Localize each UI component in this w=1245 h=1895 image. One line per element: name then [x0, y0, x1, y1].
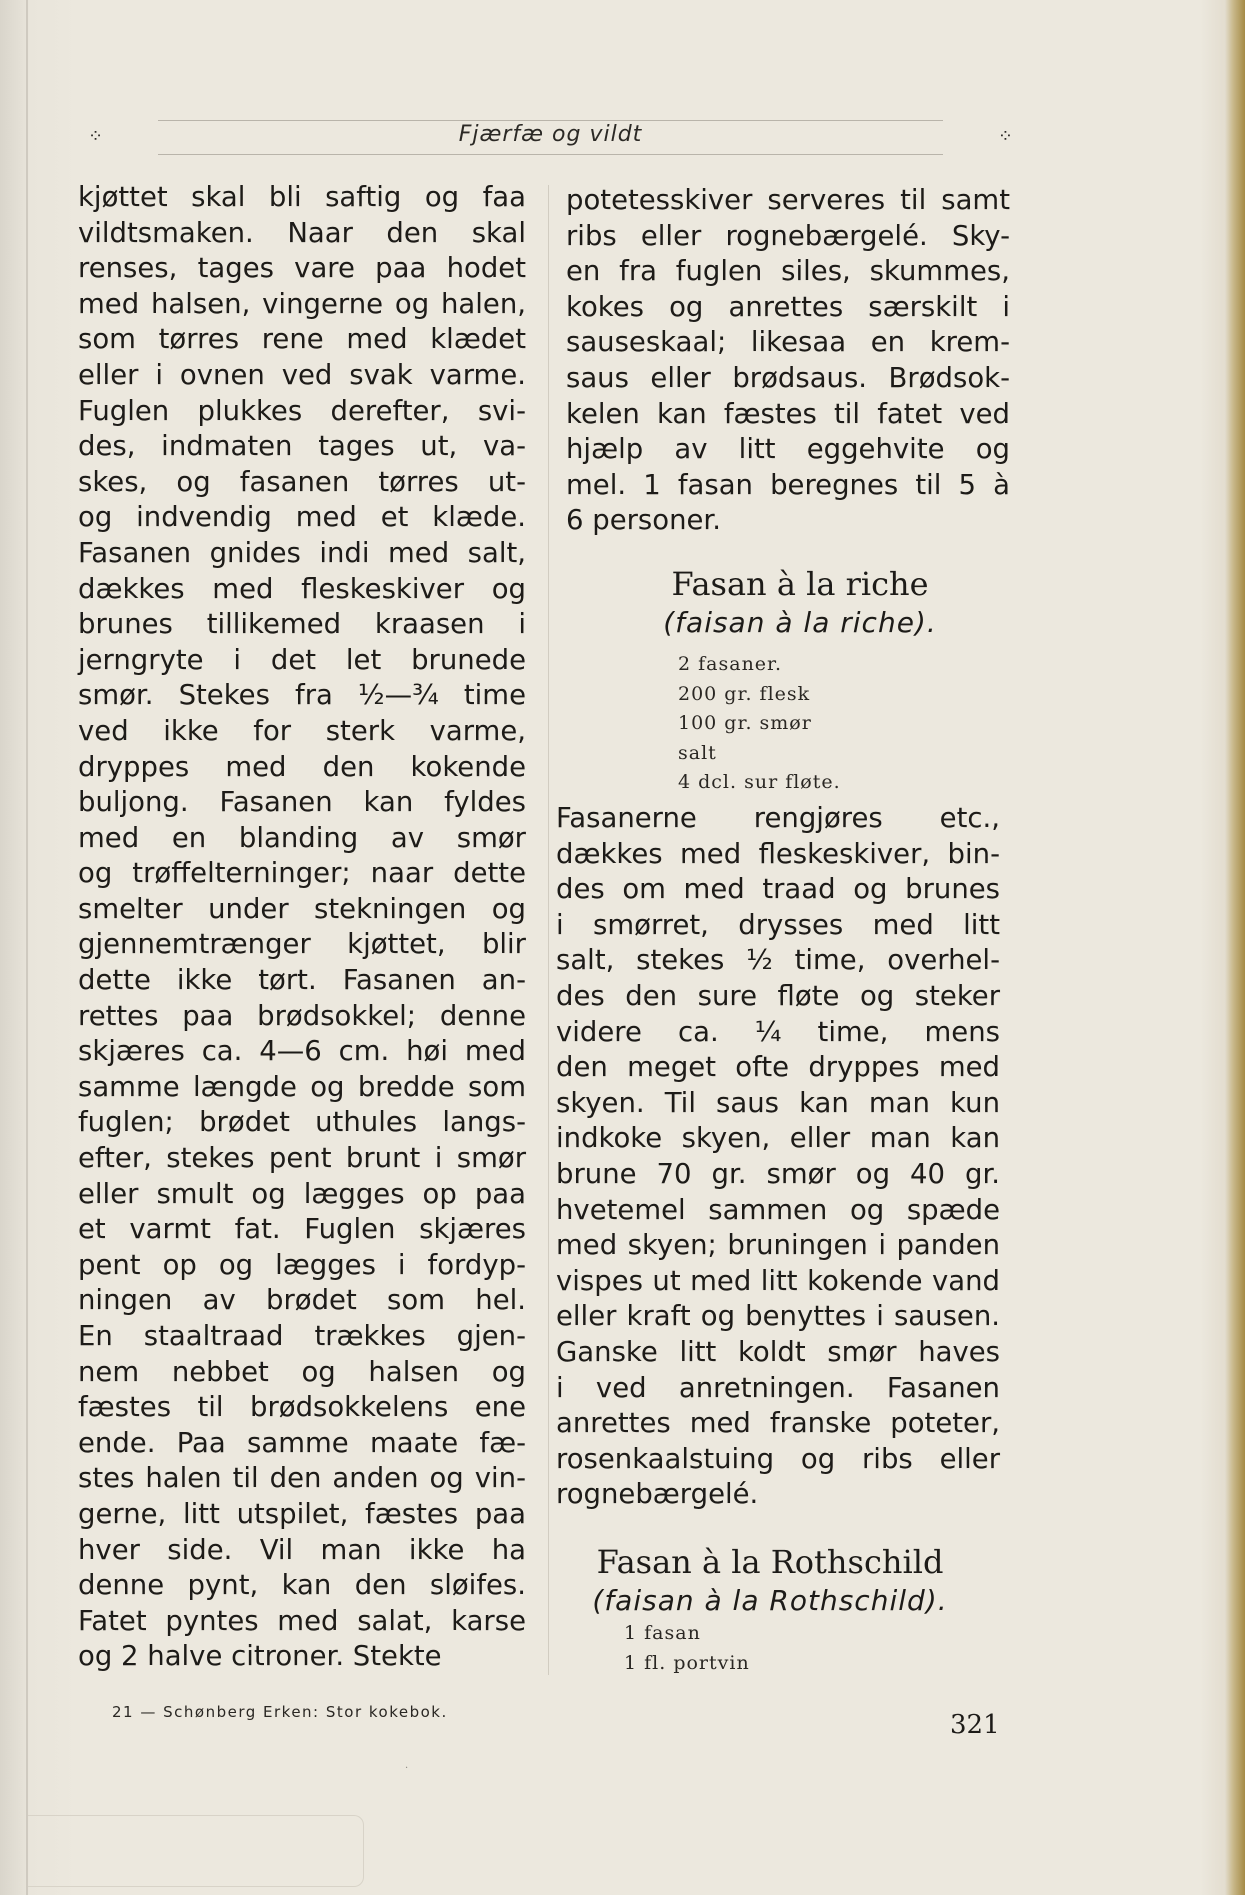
recipe-heading-rothschild — [570, 1542, 970, 1620]
recipe-heading-riche — [600, 564, 1000, 642]
ingredient-item: 1 fasan — [624, 1622, 701, 1644]
text-line: hver side. Vil man ikke ha — [78, 1533, 526, 1566]
text-line: Fasanen gnides indi med salt, — [78, 536, 526, 569]
text-line: En staaltraad trækkes gjen- — [78, 1320, 526, 1352]
ingredient-list-rothschild — [624, 1619, 750, 1678]
text-line: sauseskaal; likesaa en krem- — [566, 326, 1010, 359]
text-line: ningen av brødet som hel. — [78, 1284, 526, 1317]
text-line: med halsen, vingerne og halen, — [78, 287, 526, 320]
text-line: en fra fuglen siles, skummes, — [566, 255, 1010, 288]
header-rule-top — [158, 120, 943, 121]
recipe-title: Fasan à la riche — [671, 565, 929, 603]
text-line: med en blanding av smør — [78, 821, 526, 854]
text-line: den meget ofte dryppes med — [556, 1051, 1000, 1084]
text-line: des, indmaten tages ut, va- — [78, 430, 526, 463]
text-line: ende. Paa samme maate fæ- — [78, 1426, 526, 1459]
text-line: hjælp av litt eggehvite og — [566, 433, 1010, 466]
ingredient-list-riche — [678, 650, 841, 798]
header-title: Fjærfæ og vildt — [458, 122, 643, 147]
text-line: potetesskiver serveres til samt — [566, 184, 1010, 216]
header-ornament-right: ⁘ — [997, 126, 1013, 147]
text-line: og indvendig med et klæde. — [78, 501, 526, 534]
header-ornament-left: ⁘ — [88, 126, 104, 147]
recipe-title: Fasan à la Rothschild — [596, 1543, 944, 1581]
bottom-mark: · — [405, 1763, 409, 1774]
text-line: med skyen; bruningen i panden — [556, 1229, 1000, 1262]
text-line: smør. Stekes fra ½—¾ time — [78, 679, 526, 712]
text-line: dette ikke tørt. Fasanen an- — [78, 964, 526, 997]
running-header — [88, 118, 1013, 158]
text-line: des den sure fløte og steker — [556, 979, 1000, 1012]
ingredient-item: salt — [678, 741, 717, 764]
text-line: i smørret, drysses med litt — [556, 908, 1000, 941]
text-line: brunes tillikemed kraasen i — [78, 608, 526, 641]
text-line: efter, stekes pent brunt i smør — [78, 1142, 526, 1175]
text-line: rognebærgelé. — [556, 1478, 759, 1511]
text-line: ribs eller rognebærgelé. Sky- — [566, 219, 1010, 252]
text-line: skyen. Til saus kan man kun — [556, 1086, 1000, 1119]
text-line: kokes og anrettes særskilt i — [566, 290, 1010, 323]
text-line: salt, stekes ½ time, overhel- — [556, 944, 1000, 977]
text-line: eller i ovnen ved svak varme. — [78, 358, 526, 391]
text-line: 6 personer. — [566, 504, 721, 537]
text-line: gerne, litt utspilet, fæstes paa — [78, 1497, 526, 1530]
text-line: vispes ut med litt kokende vand — [556, 1264, 1000, 1297]
text-line: skjæres ca. 4—6 cm. høi med — [78, 1035, 526, 1068]
header-rule-bottom — [158, 154, 943, 155]
text-line: dryppes med den kokende — [78, 750, 526, 783]
text-line: fæstes til brødsokkelens ene — [78, 1391, 526, 1424]
text-line: smelter under stekningen og — [78, 892, 526, 925]
text-line: samme længde og bredde som — [78, 1070, 526, 1103]
text-line: skes, og fasanen tørres ut- — [78, 465, 526, 498]
text-line: eller smult og lægges op paa — [78, 1177, 526, 1210]
text-line: brune 70 gr. smør og 40 gr. — [556, 1157, 1000, 1190]
text-line: Fuglen plukkes derefter, svi- — [78, 394, 526, 427]
ingredient-item: 1 fl. portvin — [624, 1651, 750, 1674]
text-line: mel. 1 fasan beregnes til 5 à — [566, 468, 1010, 501]
footer-note: 21 — Schønberg Erken: Stor kokebok. — [112, 1703, 448, 1721]
text-line: saus eller brødsaus. Brødsok- — [566, 361, 1010, 394]
text-line: ved ikke for sterk varme, — [78, 714, 526, 747]
left-column — [78, 180, 526, 1675]
text-line: videre ca. ¼ time, mens — [556, 1015, 1000, 1048]
text-line: dækkes med fleskeskiver, bin- — [556, 837, 1000, 870]
text-line: pent op og lægges i fordyp- — [78, 1248, 526, 1281]
text-line: stes halen til den anden og vin- — [78, 1462, 526, 1495]
ingredient-item: 200 gr. flesk — [678, 682, 811, 705]
text-line: kelen kan fæstes til fatet ved — [566, 397, 1010, 430]
text-line: i ved anretningen. Fasanen — [556, 1371, 1000, 1404]
text-line: og 2 halve citroner. Stekte — [78, 1640, 442, 1673]
page-number: 321 — [950, 1710, 1000, 1740]
text-line: gjennemtrænger kjøttet, blir — [78, 928, 526, 961]
text-line: Ganske litt koldt smør haves — [556, 1335, 1000, 1368]
right-column-intro — [566, 183, 1010, 539]
text-line: denne pynt, kan den sløifes. — [78, 1569, 526, 1602]
text-line: rosenkaalstuing og ribs eller — [556, 1442, 1000, 1475]
text-line: som tørres rene med klædet — [78, 323, 526, 356]
text-line: kjøttet skal bli saftig og faa — [78, 181, 526, 213]
text-line: og trøffelterninger; naar dette — [78, 857, 526, 890]
ingredient-item: 100 gr. smør — [678, 712, 812, 734]
text-line: vildtsmaken. Naar den skal — [78, 216, 526, 249]
ingredient-item: 4 dcl. sur fløte. — [678, 771, 841, 793]
text-line: dækkes med fleskeskiver og — [78, 572, 526, 605]
text-line: indkoke skyen, eller man kan — [556, 1122, 1000, 1155]
text-line: des om med traad og brunes — [556, 873, 1000, 906]
text-line: Fasanerne rengjøres etc., — [556, 802, 1000, 834]
column-divider — [548, 185, 549, 1675]
text-line: anrettes med franske poteter, — [556, 1407, 1000, 1440]
page-curl — [28, 1815, 364, 1887]
text-line: Fatet pyntes med salat, karse — [78, 1604, 526, 1637]
text-line: buljong. Fasanen kan fyldes — [78, 786, 526, 819]
text-line: jerngryte i det let brunede — [78, 643, 526, 676]
ingredient-item: 2 fasaner. — [678, 653, 783, 675]
text-line: hvetemel sammen og spæde — [556, 1193, 1000, 1226]
page-gutter-edge — [26, 0, 28, 1895]
text-line: renses, tages vare paa hodet — [78, 252, 526, 285]
text-line: rettes paa brødsokkel; denne — [78, 999, 526, 1032]
text-line: fuglen; brødet uthules langs- — [78, 1106, 526, 1139]
recipe-subtitle: (faisan à la riche). — [663, 606, 937, 639]
text-line: et varmt fat. Fuglen skjæres — [78, 1213, 526, 1246]
text-line: eller kraft og benyttes i sausen. — [556, 1300, 1000, 1333]
text-line: nem nebbet og halsen og — [78, 1355, 526, 1388]
recipe-method-riche — [556, 801, 1000, 1513]
recipe-subtitle: (faisan à la Rothschild). — [592, 1584, 948, 1617]
